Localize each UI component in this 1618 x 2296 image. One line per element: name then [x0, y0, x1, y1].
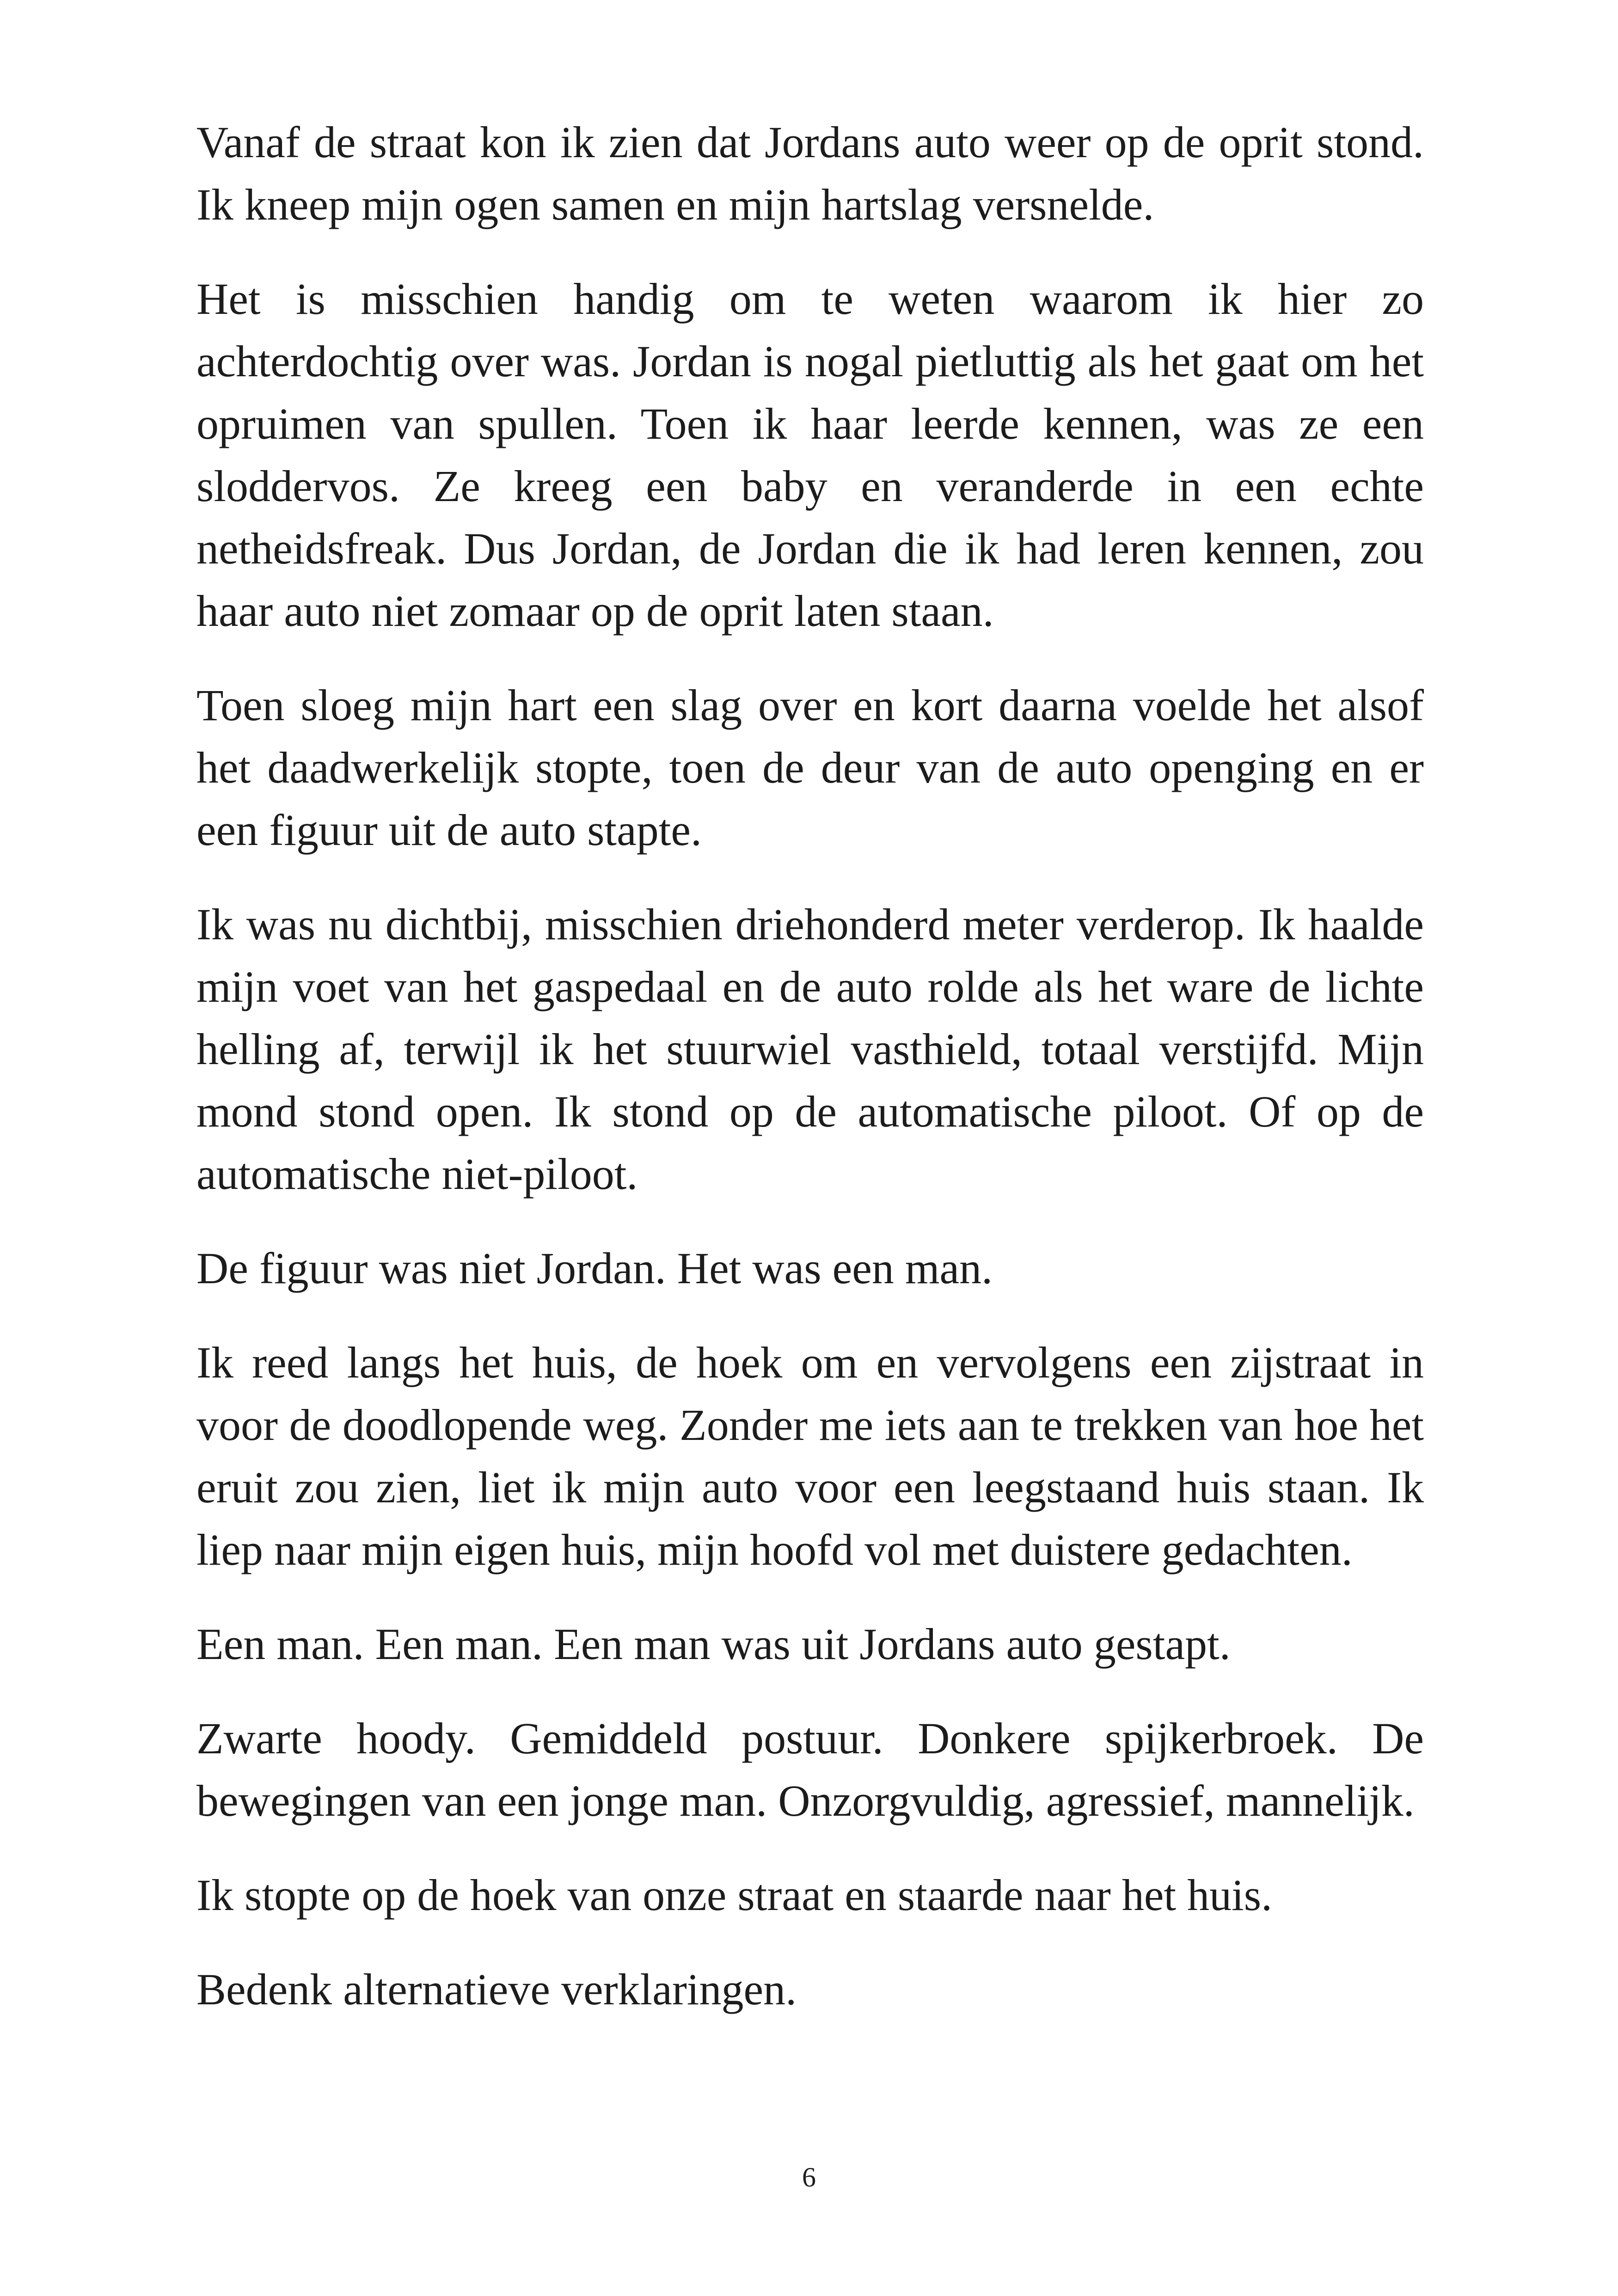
paragraph: Een man. Een man. Een man was uit Jordans auto gestapt.: [196, 1619, 1231, 1669]
paragraph: Ik stopte op de hoek van onze straat en staarde naar het huis.: [196, 1870, 1273, 1920]
paragraph: Het is misschien handig om te weten waarom ik hier zo achterdochtig over was. Jordan is nogal pietluttig als het gaat om het opruimen van spullen. Toen ik haar leerde kennen, was ze een sloddervos. Ze kreeg een baby en veranderde in een echte netheidsfreak. Dus Jordan, de Jordan die ik had leren kennen, zou haar auto niet zomaar op de oprit laten staan.: [196, 274, 1424, 636]
paragraph: Ik was nu dichtbij, misschien driehonderd meter verderop. Ik haalde mijn voet van het gaspedaal en de auto rolde als het ware de lichte helling af, terwijl ik het stuurwiel vasthield, totaal verstijfd. Mijn mond stond open. Ik stond op de automatische piloot. Of op de automatische niet-piloot.: [196, 900, 1424, 1199]
paragraph: De figuur was niet Jordan. Het was een man.: [196, 1243, 993, 1293]
body-text: [196, 111, 1424, 2052]
paragraph: Ik reed langs het huis, de hoek om en vervolgens een zijstraat in voor de doodlopende weg. Zonder me iets aan te trekken van hoe het eruit zou zien, liet ik mijn auto voor een leegstaand huis staan. Ik liep naar mijn eigen huis, mijn hoofd vol met duistere gedachten.: [196, 1338, 1424, 1574]
paragraph: Vanaf de straat kon ik zien dat Jordans auto weer op de oprit stond. Ik kneep mijn ogen samen en mijn hartslag versnelde.: [196, 117, 1424, 229]
paragraph: Zwarte hoody. Gemiddeld postuur. Donkere spijkerbroek. De bewegingen van een jonge man. Onzorgvuldig, agressief, mannelijk.: [196, 1714, 1424, 1825]
page-number: 6: [802, 2162, 816, 2192]
paragraph: Bedenk alternatieve verklaringen.: [196, 1965, 797, 2014]
paragraph: Toen sloeg mijn hart een slag over en kort daarna voelde het alsof het daadwerkelijk stopte, toen de deur van de auto openging en er een figuur uit de auto stapte.: [196, 680, 1424, 855]
